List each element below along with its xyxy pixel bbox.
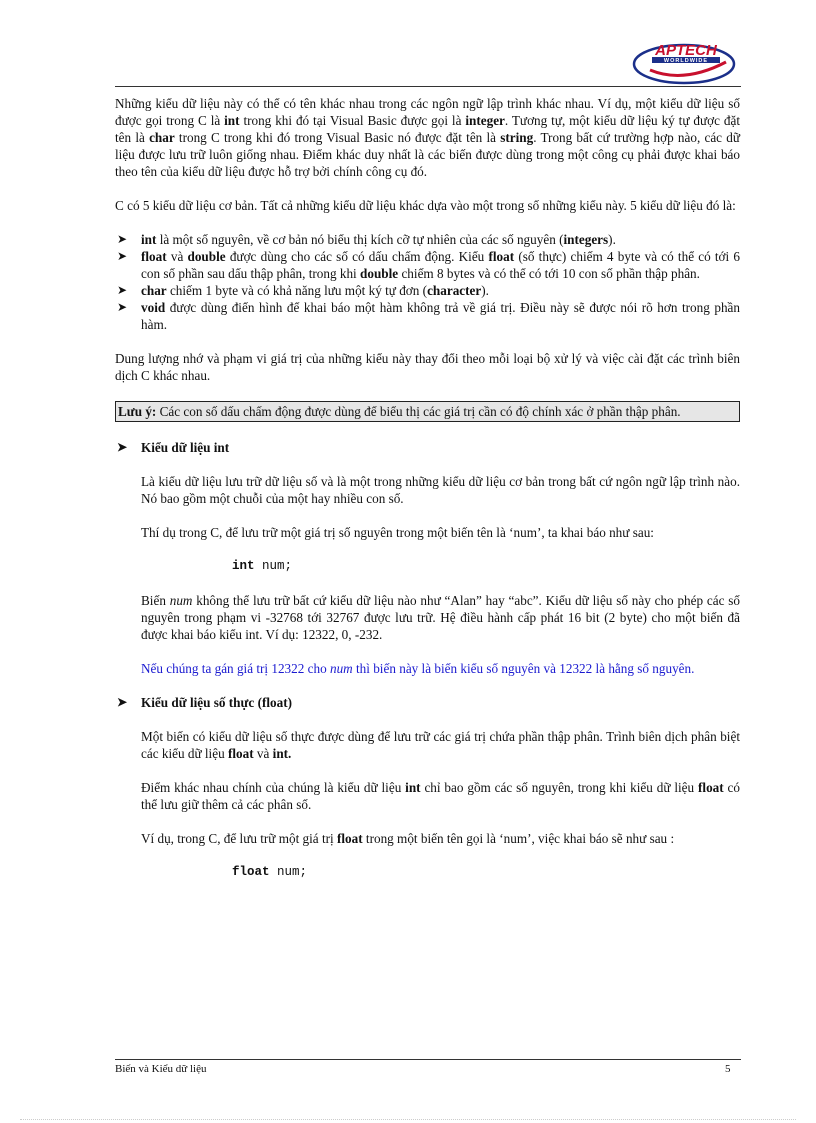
footer-title: Biến và Kiểu dữ liệu xyxy=(115,1063,207,1075)
type-list xyxy=(115,231,740,333)
int-paragraph-1: Là kiểu dữ liệu lưu trữ dữ liệu số và là một trong những kiểu dữ liệu cơ bản trong bất cứ ngôn ngữ lập trình nào. Nó bao gồm một chuỗi của một hay nhiều con số. xyxy=(141,474,740,506)
note-label: Lưu ý: xyxy=(118,404,157,419)
header-rule xyxy=(115,86,741,87)
arrow-bullet-icon: ➤ xyxy=(117,249,128,263)
list-item-int: ➤ int là một số nguyên, về cơ bản nó biểu thị kích cỡ tự nhiên của các số nguyên (integers). xyxy=(117,232,616,247)
list-item-void: ➤ void được dùng điển hình để khai báo một hàm không trả về giá trị. Điều này sẽ được nói rõ hơn trong phần hàm. xyxy=(117,300,740,332)
section-heading-float: ➤ Kiểu dữ liệu số thực (float) xyxy=(117,695,292,710)
aptech-logo xyxy=(630,40,738,86)
logo-brand: APTECH xyxy=(655,42,717,59)
arrow-bullet-icon: ➤ xyxy=(117,440,128,454)
code-float-declaration: float num; xyxy=(232,865,308,879)
int-paragraph-4: Nếu chúng ta gán giá trị 12322 cho num thì biến này là biến kiểu số nguyên và 12322 là hằng số nguyên. xyxy=(141,661,695,676)
page-edge xyxy=(20,1119,796,1120)
arrow-bullet-icon: ➤ xyxy=(117,232,128,246)
arrow-bullet-icon: ➤ xyxy=(117,283,128,297)
main-content xyxy=(115,95,740,881)
intro-paragraph: Những kiểu dữ liệu này có thể có tên khác nhau trong các ngôn ngữ lập trình khác nhau. Ví dụ, một kiểu dữ liệu số được gọi trong C là int trong khi đó tại Visual Basic được gọi là integer. Tương tự, một kiểu dữ liệu ký tự được đặt tên là char trong C trong khi đó trong Visual Basic nó được đặt tên là string. Trong bất cứ trường hợp nào, các dữ liệu được lưu trữ luôn giống nhau. Điểm khác duy nhất là các biến được dùng trong một công cụ phải được khai báo theo tên của kiểu dữ liệu được hỗ trợ bởi chính công cụ đó. xyxy=(115,96,740,179)
page-number: 5 xyxy=(725,1063,731,1075)
list-item-char: ➤ char chiếm 1 byte và có khả năng lưu một ký tự đơn (character). xyxy=(117,283,489,298)
memory-paragraph: Dung lượng nhớ và phạm vi giá trị của những kiểu này thay đổi theo mỗi loại bộ xử lý và việc cài đặt các trình biên dịch C khác nhau. xyxy=(115,351,740,383)
float-paragraph-3: Ví dụ, trong C, để lưu trữ một giá trị float trong một biến tên gọi là ‘num’, việc khai báo sẽ như sau : xyxy=(141,831,675,846)
float-paragraph-2: Điểm khác nhau chính của chúng là kiểu dữ liệu int chỉ bao gồm các số nguyên, trong khi kiểu dữ liệu float có thể lưu giữ thêm cả các phân số. xyxy=(141,780,740,812)
float-paragraph-1: Một biến có kiểu dữ liệu số thực được dùng để lưu trữ các giá trị chứa phần thập phân. Trình biên dịch phân biệt các kiểu dữ liệu float và int. xyxy=(141,729,740,761)
note-text: Các con số dấu chấm động được dùng để biểu thị các giá trị cần có độ chính xác ở phần thập phân. xyxy=(156,404,681,419)
section-heading-int: ➤ Kiểu dữ liệu int xyxy=(117,440,230,455)
basic-types-intro: C có 5 kiểu dữ liệu cơ bản. Tất cả những kiểu dữ liệu khác dựa vào một trong số những kiểu này. 5 kiểu dữ liệu đó là: xyxy=(115,198,736,213)
int-paragraph-2: Thí dụ trong C, để lưu trữ một giá trị số nguyên trong một biến tên là ‘num’, ta khai báo như sau: xyxy=(141,525,654,540)
arrow-bullet-icon: ➤ xyxy=(117,695,128,709)
code-int-declaration: int num; xyxy=(232,559,293,573)
int-paragraph-3: Biến num không thể lưu trữ bất cứ kiểu dữ liệu nào như “Alan” hay “abc”. Kiểu dữ liệu số này cho phép các số nguyên trong phạm vi -32768 tới 32767 được lưu trữ. Hệ điều hành cấp phát 16 bit (2 byte) cho một biến đã được khai báo kiểu int. Ví dụ: 12322, 0, -232. xyxy=(141,593,740,642)
footer-rule xyxy=(115,1059,741,1060)
arrow-bullet-icon: ➤ xyxy=(117,300,128,314)
logo-sub: WORLDWIDE xyxy=(663,58,709,64)
note-box xyxy=(115,401,740,422)
list-item-float: ➤ float và double được dùng cho các số có dấu chấm động. Kiểu float (số thực) chiếm 4 byte và có thể có tới 6 con số phần sau dấu thập phân, trong khi double chiếm 8 bytes và có thể có tới 10 con số phần thập phân. xyxy=(117,249,740,281)
